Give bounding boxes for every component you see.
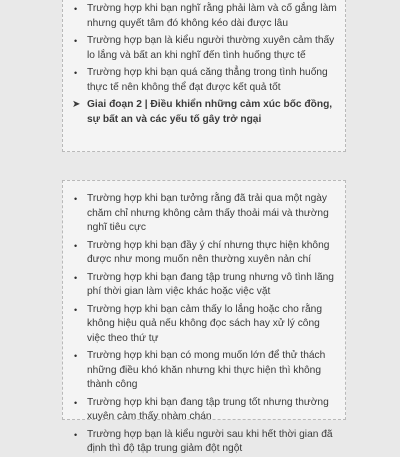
list-item bbox=[71, 349, 339, 393]
bullet-icon: • bbox=[74, 68, 78, 78]
list-item-text: Trường hợp bạn là kiểu người sau khi hết thời gian đã định thì độ tập trung giảm đột ngột bbox=[87, 428, 333, 454]
list-item bbox=[71, 303, 339, 347]
bullet-icon: • bbox=[74, 429, 78, 440]
bullet-icon: • bbox=[74, 397, 78, 408]
bottom-bullet-list bbox=[71, 192, 339, 457]
list-item-text: Trường hợp khi bạn đang tập trung tốt nhưng thường xuyên cảm thấy nhàm chán bbox=[87, 396, 329, 422]
list-item bbox=[71, 271, 339, 300]
bullet-icon: • bbox=[74, 304, 78, 315]
list-item-text: Trường hợp khi bạn tưởng rằng đã trải qua một ngày chăm chỉ nhưng không cảm thấy thoải mái và thường nghĩ tiêu cực bbox=[87, 193, 329, 233]
list-item bbox=[71, 396, 339, 425]
list-item-text: Trường hợp khi bạn có mong muốn lớn để thử thách những điều khó khăn nhưng khi thực hiện thì không thành công bbox=[87, 350, 326, 390]
list-item-text: Trường hợp khi bạn đang tập trung nhưng vô tình lãng phí thời gian làm việc khác hoặc việc vặt bbox=[87, 271, 334, 297]
list-item-text: Trường hợp khi bạn đầy ý chí nhưng thực hiện không được như mong muốn nên thường xuyên nản chí bbox=[87, 239, 330, 265]
stage-heading bbox=[71, 98, 339, 127]
list-item-text: Trường hợp khi bạn quá căng thẳng trong tình huống thực tế nên không thể đạt được kết quả tốt bbox=[87, 67, 328, 93]
bullet-icon: • bbox=[74, 4, 78, 14]
list-item bbox=[71, 192, 339, 236]
list-item-text: Trường hợp bạn là kiểu người thường xuyên cảm thấy lo lắng và bất an khi nghĩ đến tình huống thực tế bbox=[87, 35, 335, 61]
arrow-right-icon: ➤ bbox=[72, 99, 81, 110]
bullet-icon: • bbox=[74, 194, 78, 204]
top-card bbox=[62, 0, 346, 152]
stage-heading-text: Giai đoạn 2 | Điều khiển những cảm xúc bốc đồng, sự bất an và các yếu tố gây trở ngại bbox=[87, 99, 333, 125]
list-item bbox=[71, 34, 339, 63]
list-item bbox=[71, 66, 339, 95]
list-item-text: Trường hợp khi bạn nghĩ rằng phải làm và cố gắng làm nhưng quyết tâm đó không kéo dài được lâu bbox=[87, 3, 337, 29]
list-item bbox=[71, 239, 339, 268]
bottom-card bbox=[62, 180, 346, 454]
bullet-icon: • bbox=[74, 272, 78, 283]
bullet-icon: • bbox=[74, 351, 78, 361]
top-bullet-list bbox=[71, 2, 339, 95]
bullet-icon: • bbox=[74, 240, 78, 251]
list-item bbox=[71, 2, 339, 31]
list-item-text: Trường hợp khi bạn cảm thấy lo lắng hoặc cho rằng không hiệu quả nếu không đọc sách hay xử lý công việc theo thứ tự bbox=[87, 303, 323, 344]
bullet-icon: • bbox=[74, 36, 78, 46]
list-item bbox=[71, 428, 339, 457]
